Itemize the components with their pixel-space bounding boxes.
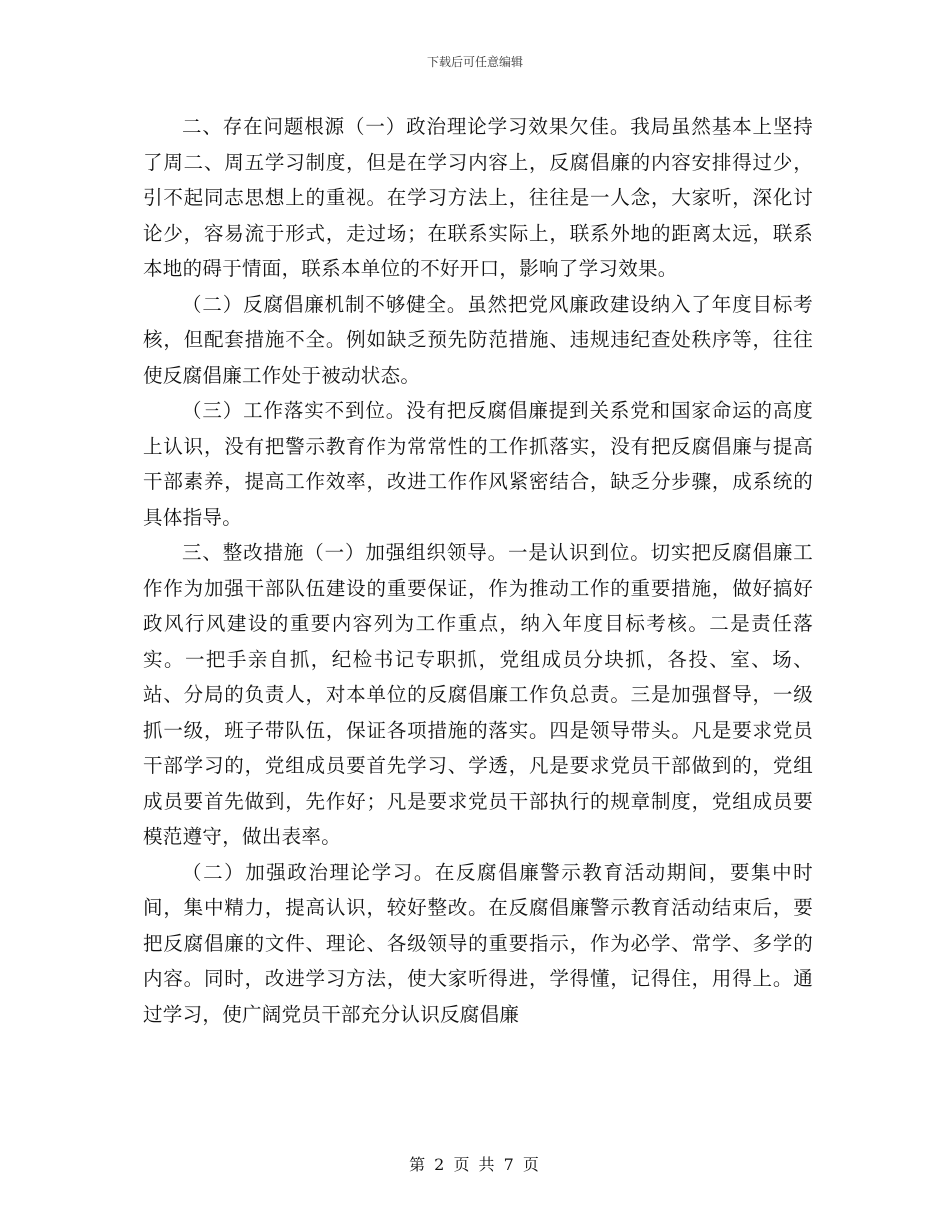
paragraph-implementation: （三）工作落实不到位。没有把反腐倡廉提到关系党和国家命运的高度上认识，没有把警示教育作为常常性的工作抓落实，没有把反腐倡廉与提高干部素养，提高工作效率，改进工作作风紧密结合，缺乏分步骤，成系统的具体指导。 bbox=[143, 399, 813, 529]
paragraph-rectification-measures: 三、整改措施（一）加强组织领导。一是认识到位。切实把反腐倡廉工作作为加强干部队伍建设的重要保证，作为推动工作的重要措施，做好搞好政风行风建设的重要内容列为工作重点，纳入年度目标考核。二是责任落实。一把手亲自抓，纪检书记专职抓，党组成员分块抓，各投、室、场、站、分局的负责人，对本单位的反腐倡廉工作负总责。三是加强督导，一级抓一级，班子带队伍，保证各项措施的落实。四是领导带头。凡是要求党员干部学习的，党组成员要首先学习、学透，凡是要求党员干部做到的，党组成员要首先做到，先作好；凡是要求党员干部执行的规章制度，党组成员要模范遵守，做出表率。 bbox=[143, 541, 813, 848]
page-number: 第 2 页 共 7 页 bbox=[409, 1155, 541, 1174]
page-header: 下载后可任意编辑 bbox=[426, 55, 523, 69]
paragraph-problem-roots: 二、存在问题根源（一）政治理论学习效果欠佳。我局虽然基本上坚持了周二、周五学习制度，但是在学习内容上，反腐倡廉的内容安排得过少，引不起同志思想上的重视。在学习方法上，往往是一人念，大家听，深化讨论少，容易流于形式，走过场；在联系实际上，联系外地的距离太远，联系本地的碍于情面，联系本单位的不好开口，影响了学习效果。 bbox=[143, 115, 813, 280]
document-body bbox=[143, 109, 813, 1032]
paragraph-political-study: （二）加强政治理论学习。在反腐倡廉警示教育活动期间，要集中时间，集中精力，提高认识，较好整改。在反腐倡廉警示教育活动结束后，要把反腐倡廉的文件、理论、各级领导的重要指示，作为必学、常学、多学的内容。同时，改进学习方法，使大家听得进，学得懂，记得住，用得上。通过学习，使广阔党员干部充分认识反腐倡廉 bbox=[143, 860, 813, 1026]
paragraph-mechanism: （二）反腐倡廉机制不够健全。虽然把党风廉政建设纳入了年度目标考核，但配套措施不全。例如缺乏预先防范措施、违规违纪查处秩序等，往往使反腐倡廉工作处于被动状态。 bbox=[143, 292, 813, 387]
